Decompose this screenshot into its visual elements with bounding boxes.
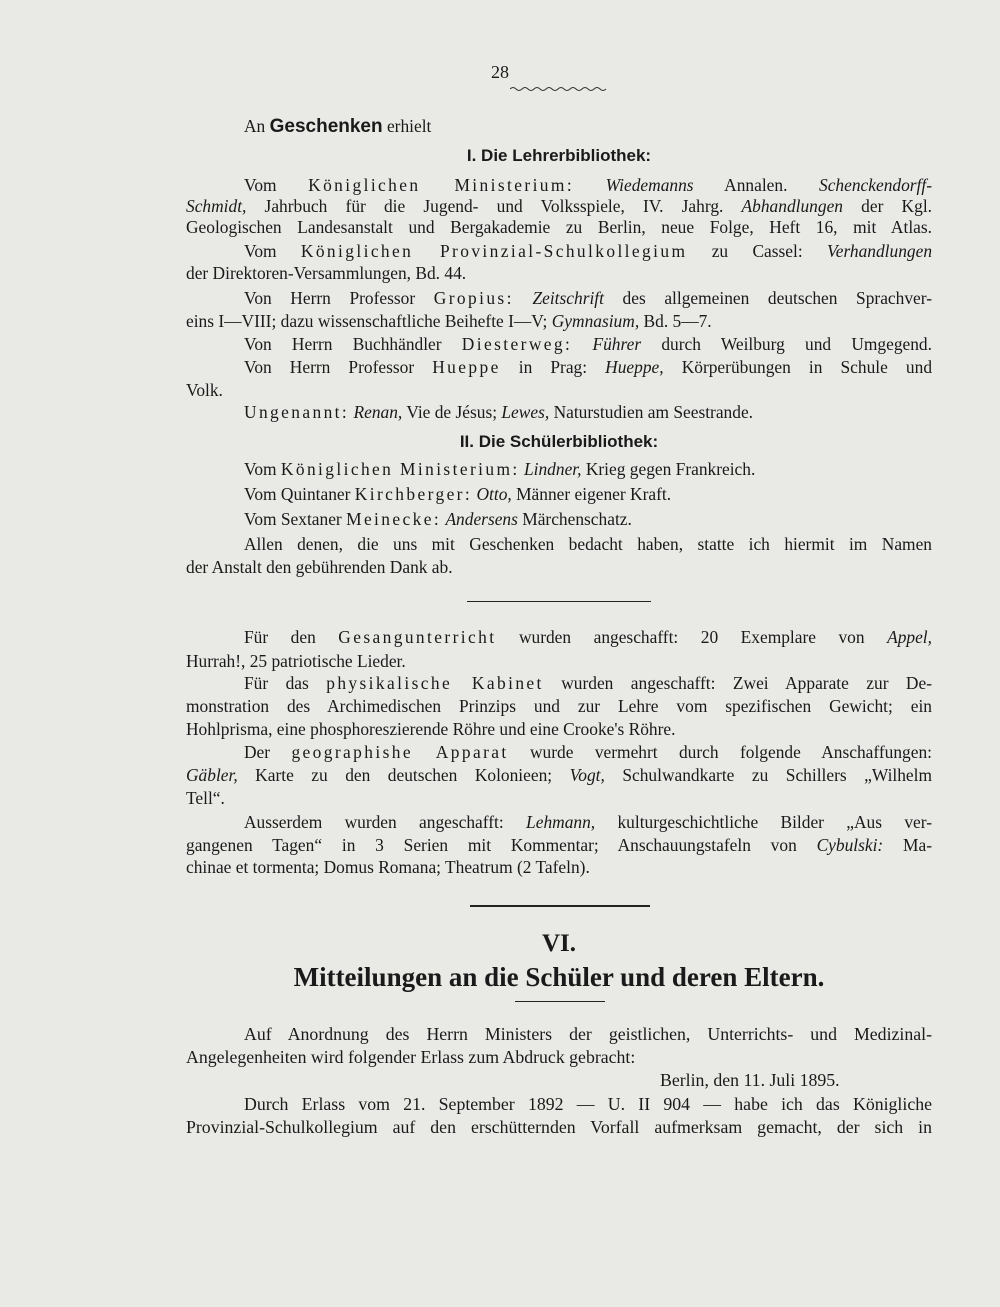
date-line: Berlin, den 11. Juli 1895.	[660, 1070, 840, 1090]
text-line: Durch Erlass vom 21. September 1892 — U. II 904 — habe ich das Königliche	[244, 1094, 932, 1114]
text-line: Von Herrn Buchhändler Diesterweg: Führer durch Weilburg und Umgegend.	[244, 334, 932, 354]
text-line: der Direktoren-Versammlungen, Bd. 44.	[186, 263, 467, 283]
text-line: monstration des Archimedischen Prinzips und zur Lehre vom spezifischen Gewicht; ein	[186, 696, 932, 716]
teacher-library-heading: I. Die Lehrerbibliothek:	[466, 146, 652, 165]
text-line: eins I—VIII; dazu wissenschaftliche Beihefte I—V; Gymnasium, Bd. 5—7.	[186, 311, 712, 331]
text-line: Vom Königlichen Ministerium: Lindner, Krieg gegen Frankreich.	[244, 459, 756, 479]
text-line: Provinzial-Schulkollegium auf den erschütternden Vorfall aufmerksam gemacht, der sich in	[186, 1117, 932, 1137]
section-number: VI.	[541, 930, 577, 957]
text-line: Ausserdem wurden angeschafft: Lehmann, kulturgeschichtliche Bilder „Aus ver-	[244, 812, 932, 832]
text-line: Vom Sextaner Meinecke: Andersens Märchenschatz.	[244, 509, 632, 529]
text-line: Tell“.	[186, 788, 225, 808]
text-line: Schmidt, Jahrbuch für die Jugend- und Volksspiele, IV. Jahrg. Abhandlungen der Kgl.	[186, 196, 932, 216]
text-line: Der geographishe Apparat wurde vermehrt durch folgende Anschaffungen:	[244, 742, 932, 762]
section-title: Mitteilungen an die Schüler und deren Eltern.	[293, 962, 825, 992]
text-line: der Anstalt den gebührenden Dank ab.	[186, 557, 453, 577]
text-line: Vom Königlichen Provinzial-Schulkollegium zu Cassel: Verhandlungen	[244, 241, 933, 261]
text-line: chinae et tormenta; Domus Romana; Theatrum (2 Tafeln).	[186, 857, 590, 877]
text-line: Vom Königlichen Ministerium: Wiedemanns Annalen. Schenckendorff-	[244, 175, 933, 195]
text-line: Für den Gesangunterricht wurden angeschafft: 20 Exemplare von Appel,	[244, 627, 932, 647]
text-line: Angelegenheiten wird folgender Erlass zum Abdruck gebracht:	[186, 1047, 636, 1067]
text-line: Auf Anordnung des Herrn Ministers der geistlichen, Unterrichts- und Medizinal-	[244, 1024, 932, 1044]
text-line: Volk.	[186, 380, 223, 400]
title-underline	[515, 1001, 605, 1002]
section-divider	[467, 601, 651, 602]
text-line: Von Herrn Professor Gropius: Zeitschrift des allgemeinen deutschen Sprachver-	[244, 288, 932, 308]
text-line: Ungenannt: Renan, Vie de Jésus; Lewes, Naturstudien am Seestrande.	[244, 402, 754, 422]
text-line: Für das physikalische Kabinet wurden angeschafft: Zwei Apparate zur De-	[244, 673, 932, 693]
text-line: Von Herrn Professor Hueppe in Prag: Hueppe, Körperübungen in Schule und	[244, 357, 933, 377]
student-library-heading: II. Die Schülerbibliothek:	[459, 432, 659, 451]
text-line: gangenen Tagen“ in 3 Serien mit Kommentar; Anschauungstafeln von Cybulski: Ma-	[186, 835, 933, 855]
text-line: Geologischen Landesanstalt und Bergakademie zu Berlin, neue Folge, Heft 16, mit Atlas.	[186, 217, 932, 237]
text-line: Vom Quintaner Kirchberger: Otto, Männer eigener Kraft.	[244, 484, 672, 504]
page-number-ornament	[510, 86, 608, 92]
page-number: 28	[491, 62, 509, 82]
text-line: Allen denen, die uns mit Geschenken bedacht haben, statte ich hiermit im Namen	[244, 534, 932, 554]
gifts-intro: An Geschenken erhielt	[244, 116, 432, 137]
text-line: Hurrah!, 25 patriotische Lieder.	[186, 651, 406, 671]
text-line: Hohlprisma, eine phosphoreszierende Röhre und eine Crooke's Röhre.	[186, 719, 676, 739]
section-divider-thick	[470, 905, 650, 907]
text-line: Gäbler, Karte zu den deutschen Kolonieen; Vogt, Schulwandkarte zu Schillers „Wilhelm	[186, 765, 933, 785]
